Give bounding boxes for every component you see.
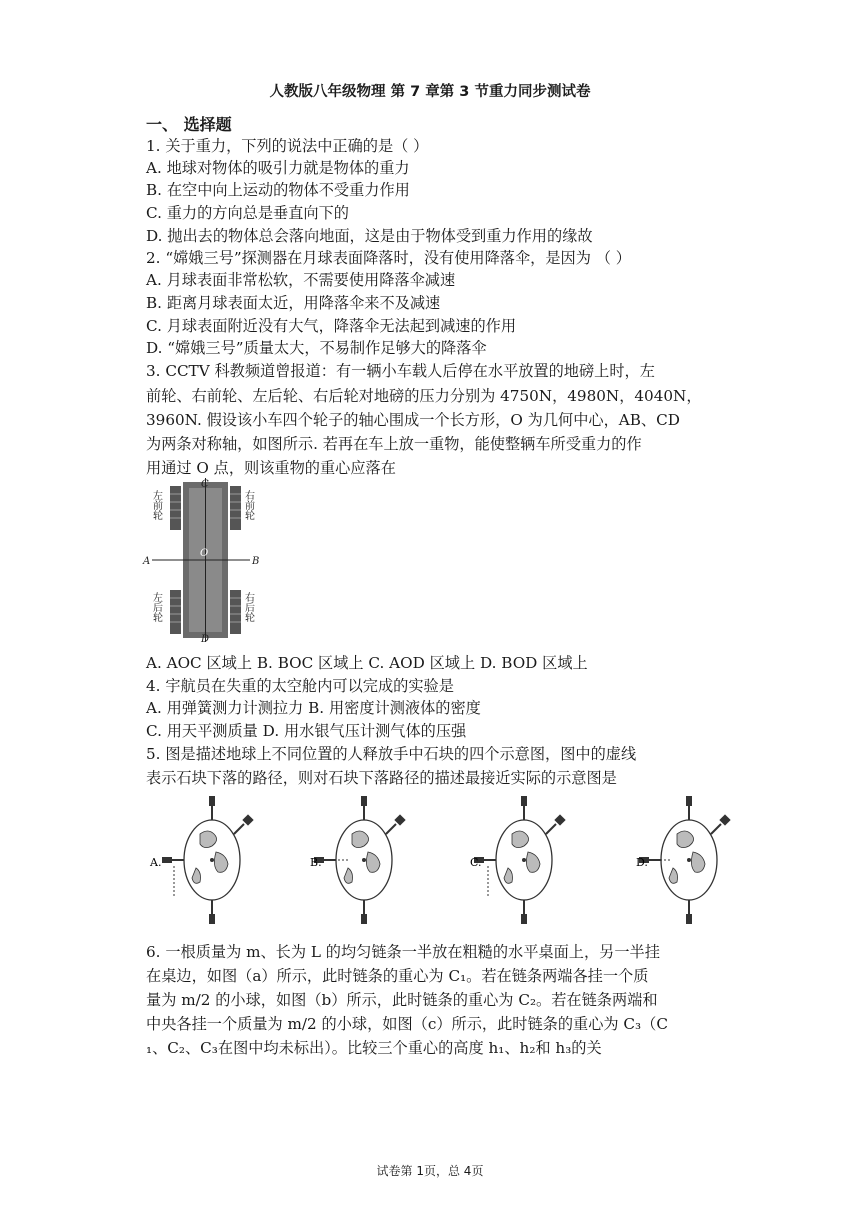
section-heading: 一、 选择题 xyxy=(146,115,232,134)
text-line: C. 月球表面附近没有大气，降落伞无法起到减速的作用 xyxy=(146,317,517,335)
left-front-wheel xyxy=(170,486,181,530)
option-d-label: D. xyxy=(636,856,648,869)
globe-option-d xyxy=(636,796,731,924)
option-c-label: C. xyxy=(470,856,482,869)
globe-option-a xyxy=(149,796,254,924)
text-line: 1. 关于重力，下列的说法中正确的是（ ） xyxy=(146,137,429,155)
text-line: 为两条对称轴，如图所示. 若再在车上放一重物，能使整辆车所受重力的作 xyxy=(146,435,642,453)
text-line: 3. CCTV 科教频道曾报道：有一辆小车载人后停在水平放置的地磅上时，左 xyxy=(146,362,655,380)
globe-option-c xyxy=(470,796,566,924)
text-line: A. AOC 区域上 B. BOC 区域上 C. AOD 区域上 D. BOD 区域上 xyxy=(146,654,588,672)
label-right-front-wheel: 右前轮 xyxy=(242,490,254,520)
car-diagram-figure xyxy=(142,478,268,644)
label-a: A xyxy=(143,556,151,567)
text-line: D. “嫦娥三号”质量太大，不易制作足够大的降落伞 xyxy=(146,339,487,357)
text-line: 表示石块下落的路径，则对石块下落路径的描述最接近实际的示意图是 xyxy=(146,769,617,787)
label-left-rear-wheel: 左后轮 xyxy=(150,592,162,622)
text-line: C. 重力的方向总是垂直向下的 xyxy=(146,204,349,222)
label-o: O xyxy=(200,548,209,559)
text-line: 3960N. 假设该小车四个轮子的轴心围成一个长方形，O 为几何中心，AB、CD xyxy=(146,411,680,429)
text-line: 量为 m/2 的小球，如图（b）所示，此时链条的重心为 C₂。若在链条两端和 xyxy=(146,991,658,1009)
label-b: B xyxy=(252,556,260,567)
text-line: C. 用天平测质量 D. 用水银气压计测气体的压强 xyxy=(146,722,467,740)
text-line: 用通过 O 点，则该重物的重心应落在 xyxy=(146,459,396,477)
page-title: 人教版八年级物理 第 7 章第 3 节重力同步测试卷 xyxy=(269,84,591,100)
text-line: 2. “嫦娥三号”探测器在月球表面降落时，没有使用降落伞，是因为 （ ） xyxy=(146,249,631,267)
page-footer: 试卷第 1页，总 4页 xyxy=(376,1164,484,1178)
text-line: B. 距离月球表面太近，用降落伞来不及减速 xyxy=(146,294,441,312)
text-line: 6. 一根质量为 m、长为 L 的均匀链条一半放在粗糙的水平桌面上，另一半挂 xyxy=(146,943,660,961)
left-rear-wheel xyxy=(170,590,181,634)
label-right-rear-wheel: 右后轮 xyxy=(242,592,254,622)
right-rear-wheel xyxy=(230,590,241,634)
option-a-label: A. xyxy=(150,856,162,869)
text-line: B. 在空中向上运动的物体不受重力作用 xyxy=(146,181,410,199)
text-line: A. 月球表面非常松软，不需要使用降落伞减速 xyxy=(146,271,456,289)
text-line: 4. 宇航员在失重的太空舱内可以完成的实验是 xyxy=(146,677,454,695)
text-line: D. 抛出去的物体总会落向地面，这是由于物体受到重力作用的缘故 xyxy=(146,227,593,245)
globe-options-figure xyxy=(144,796,734,924)
text-line: 5. 图是描述地球上不同位置的人释放手中石块的四个示意图，图中的虚线 xyxy=(146,745,637,763)
text-line: 前轮、右前轮、左后轮、右后轮对地磅的压力分别为 4750N，4980N，4040N， xyxy=(146,387,702,405)
option-b-label: B. xyxy=(310,856,322,869)
text-line: A. 地球对物体的吸引力就是物体的重力 xyxy=(146,159,410,177)
right-front-wheel xyxy=(230,486,241,530)
text-line: 中央各挂一个质量为 m/2 的小球，如图（c）所示，此时链条的重心为 C₃（C xyxy=(146,1015,668,1033)
text-line: 在桌边，如图（a）所示，此时链条的重心为 C₁。若在链条两端各挂一个质 xyxy=(146,967,649,985)
label-left-front-wheel: 左前轮 xyxy=(150,490,162,520)
text-line: A. 用弹簧测力计测拉力 B. 用密度计测液体的密度 xyxy=(146,699,481,717)
globe-option-b xyxy=(310,796,406,924)
text-line: ₁、C₂、C₃在图中均未标出）。比较三个重心的高度 h₁、h₂和 h₃的关 xyxy=(146,1039,602,1057)
label-d: D xyxy=(201,634,210,644)
label-c: C xyxy=(201,479,209,490)
